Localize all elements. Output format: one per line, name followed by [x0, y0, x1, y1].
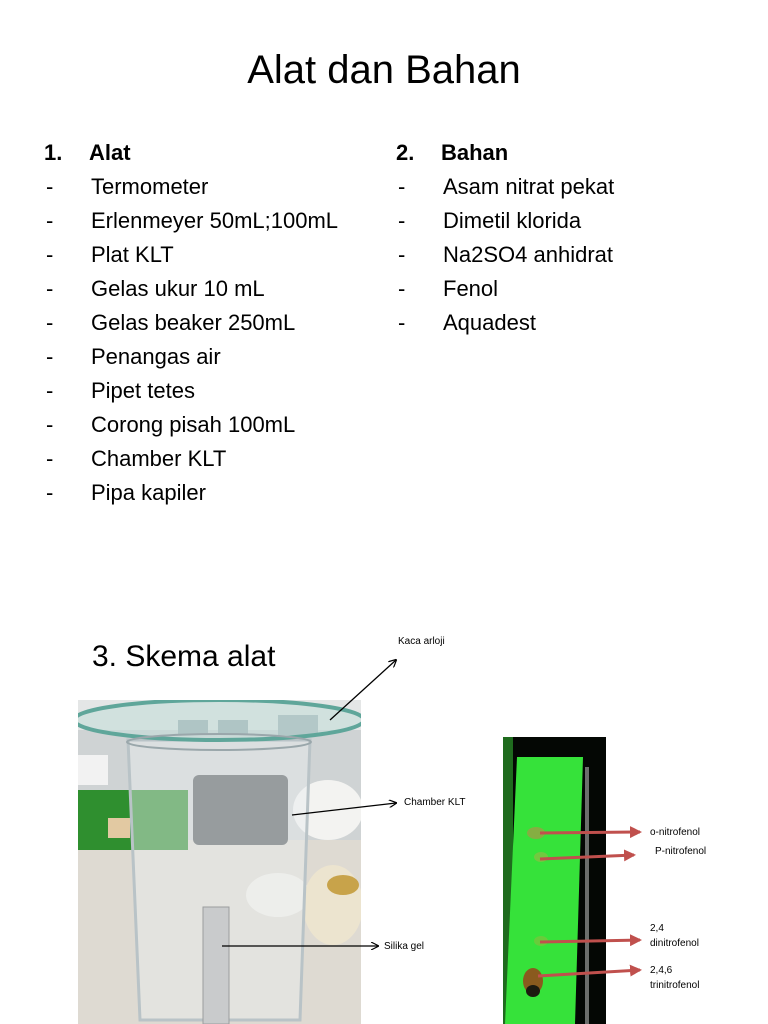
bahan-item: Dimetil klorida — [443, 208, 582, 233]
list-item — [396, 204, 736, 238]
list-item — [396, 306, 736, 340]
list-item — [44, 476, 384, 510]
chamber-illustration — [78, 700, 361, 1024]
bahan-item: Asam nitrat pekat — [443, 174, 615, 199]
list-item — [396, 272, 736, 306]
bullet-dash: - — [398, 310, 406, 335]
alat-item: Chamber KLT — [91, 446, 227, 471]
tlc-plate-photo — [503, 737, 606, 1024]
list-item — [396, 238, 736, 272]
alat-item: Gelas beaker 250mL — [91, 310, 296, 335]
label-silika-gel: Silika gel — [384, 941, 425, 952]
bullet-dash: - — [46, 378, 54, 403]
label-kaca-arloji: Kaca arloji — [398, 636, 445, 647]
alat-item: Plat KLT — [91, 242, 174, 267]
alat-item: Corong pisah 100mL — [91, 412, 296, 437]
bahan-heading: Bahan — [441, 140, 509, 165]
alat-item: Pipet tetes — [91, 378, 195, 403]
label-chamber-klt: Chamber KLT — [404, 797, 466, 808]
alat-item: Pipa kapiler — [91, 480, 206, 505]
bullet-dash: - — [46, 208, 54, 233]
bullet-dash: - — [46, 446, 54, 471]
list-item — [44, 306, 384, 340]
list-item — [44, 238, 384, 272]
alat-item: Termometer — [91, 174, 209, 199]
bullet-dash: - — [46, 174, 54, 199]
bahan-item: Fenol — [443, 276, 499, 301]
bullet-dash: - — [46, 480, 54, 505]
page-title: Alat dan Bahan — [247, 48, 521, 92]
bullet-dash: - — [398, 174, 406, 199]
bullet-dash: - — [398, 242, 406, 267]
list-item — [44, 272, 384, 306]
alat-list — [44, 136, 384, 510]
list-item — [44, 442, 384, 476]
bullet-dash: - — [46, 276, 54, 301]
alat-heading: Alat — [89, 140, 131, 165]
label-dinitrofenol-1: 2,4 — [650, 923, 664, 934]
list-item — [44, 204, 384, 238]
bahan-list — [396, 136, 736, 340]
list-item — [44, 408, 384, 442]
list-item — [44, 170, 384, 204]
bahan-heading-row — [396, 136, 736, 170]
alat-number: 1. — [44, 140, 63, 165]
alat-item: Erlenmeyer 50mL;100mL — [91, 208, 339, 233]
bullet-dash: - — [46, 242, 54, 267]
label-p-nitrofenol: P-nitrofenol — [655, 846, 707, 857]
list-item — [396, 170, 736, 204]
chamber-photo — [78, 700, 361, 1024]
list-item — [44, 374, 384, 408]
alat-item: Gelas ukur 10 mL — [91, 276, 265, 301]
label-o-nitrofenol: o-nitrofenol — [650, 827, 701, 838]
bullet-dash: - — [46, 344, 54, 369]
list-item — [44, 340, 384, 374]
bullet-dash: - — [398, 276, 406, 301]
label-trinitrofenol-1: 2,4,6 — [650, 965, 673, 976]
bahan-item: Na2SO4 anhidrat — [443, 242, 613, 267]
bahan-number: 2. — [396, 140, 415, 165]
alat-item: Penangas air — [91, 344, 221, 369]
tlc-illustration — [503, 737, 606, 1024]
bullet-dash: - — [46, 412, 54, 437]
bullet-dash: - — [398, 208, 406, 233]
alat-heading-row — [44, 136, 384, 170]
label-trinitrofenol-2: trinitrofenol — [650, 980, 700, 991]
bullet-dash: - — [46, 310, 54, 335]
skema-heading: 3. Skema alat — [92, 640, 276, 673]
bahan-item: Aquadest — [443, 310, 536, 335]
label-dinitrofenol-2: dinitrofenol — [650, 938, 699, 949]
